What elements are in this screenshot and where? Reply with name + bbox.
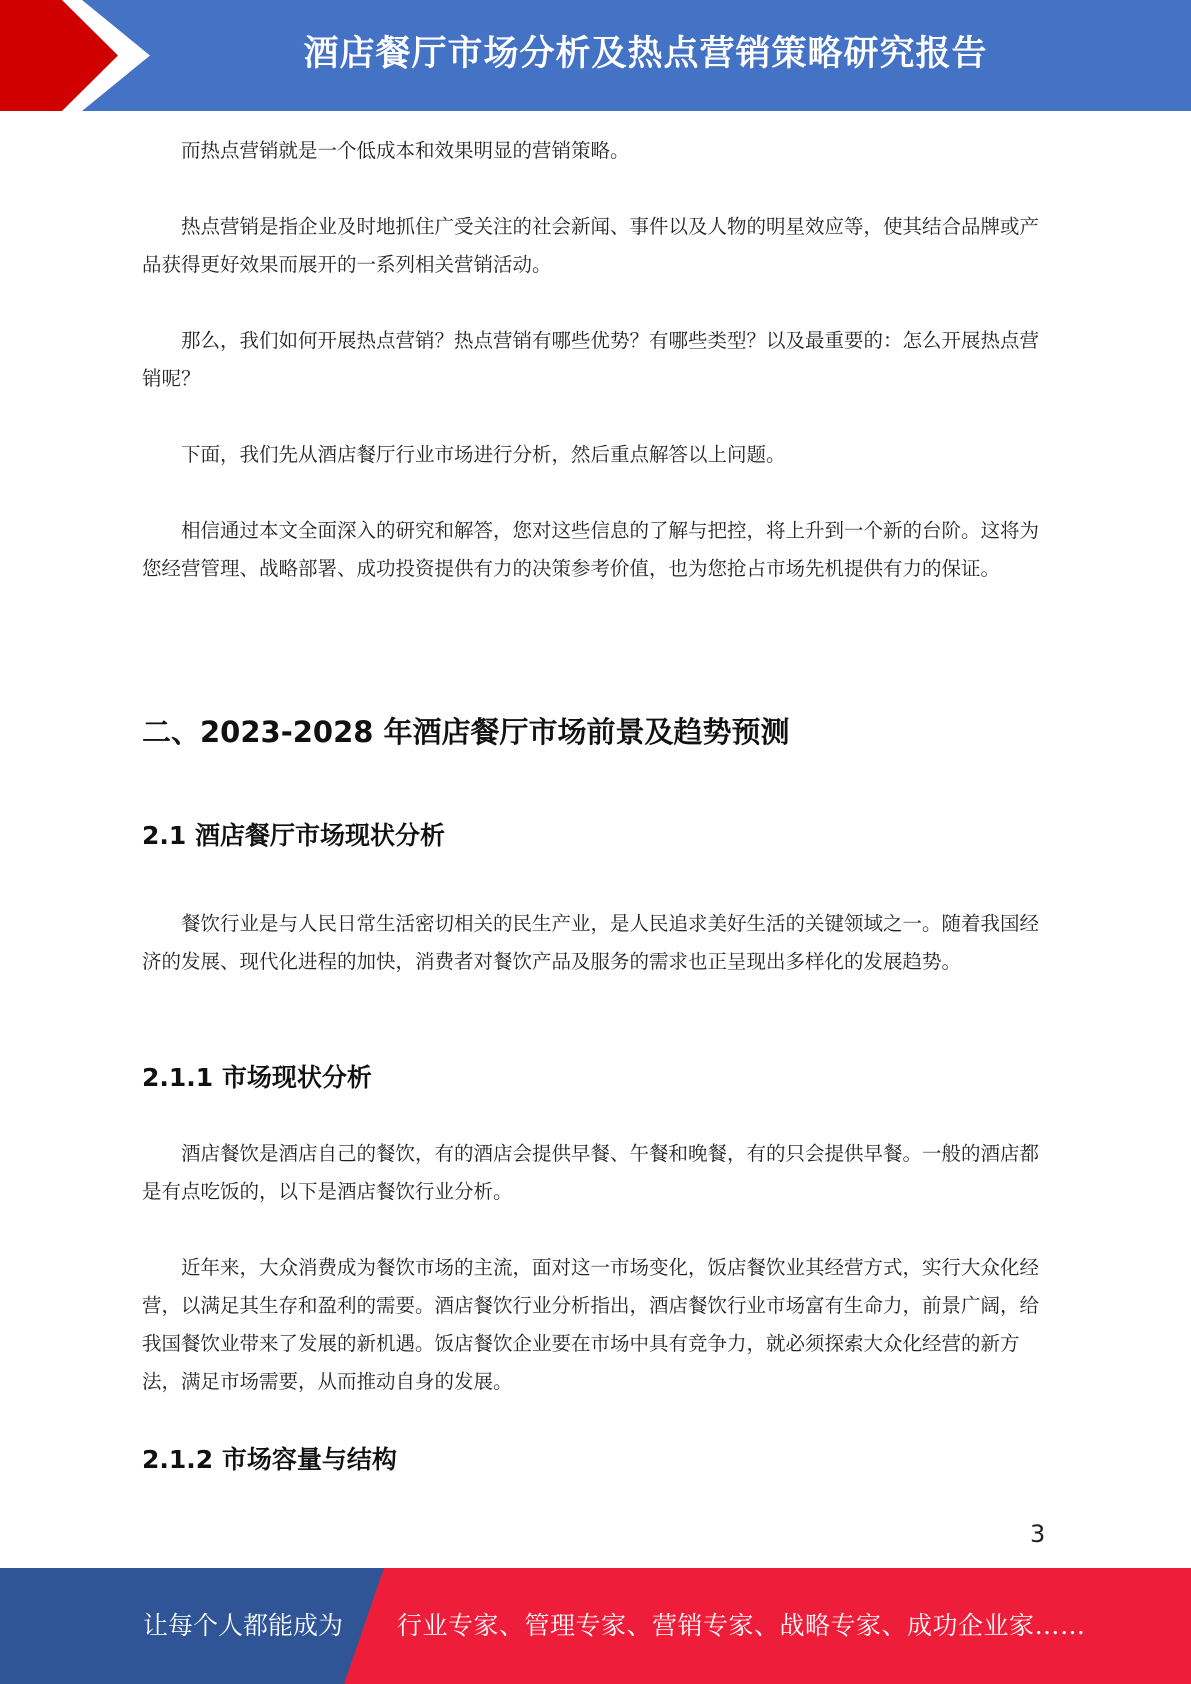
- page-header: [0, 0, 1191, 111]
- subsection-heading: 2.1.2 市场容量与结构: [142, 1445, 397, 1474]
- paragraph-text: 相信通过本文全面深入的研究和解答，您对这些信息的了解与把控，将上升到一个新的台阶。这将为您经营管理、战略部署、成功投资提供有力的决策参考价值，也为您抢占市场先机提供有力的保证。: [142, 519, 1040, 580]
- intro-paragraph-4: [142, 436, 1048, 474]
- paragraph-text: 餐饮行业是与人民日常生活密切相关的民生产业，是人民追求美好生活的关键领域之一。随着我国经济的发展、现代化进程的加快，消费者对餐饮产品及服务的需求也正呈现出多样化的发展趋势。: [142, 912, 1040, 973]
- intro-paragraph-3: [142, 322, 1048, 398]
- footer-slogan-right: 行业专家、管理专家、营销专家、战略专家、成功企业家……: [397, 1611, 1086, 1640]
- paragraph-text: 下面，我们先从酒店餐厅行业市场进行分析，然后重点解答以上问题。: [181, 443, 786, 466]
- subsection-2-1-paragraph: [142, 905, 1048, 981]
- report-title: 酒店餐厅市场分析及热点营销策略研究报告: [303, 34, 988, 74]
- subsection-heading: 2.1.1 市场现状分析: [142, 1063, 372, 1092]
- intro-paragraph-5: [142, 512, 1048, 588]
- paragraph-text: 热点营销是指企业及时地抓住广受关注的社会新闻、事件以及人物的明星效应等，使其结合品牌或产品获得更好效果而展开的一系列相关营销活动。: [142, 215, 1040, 276]
- paragraph-text: 近年来，大众消费成为餐饮市场的主流，面对这一市场变化，饭店餐饮业其经营方式，实行大众化经营，以满足其生存和盈利的需要。酒店餐饮行业分析指出，酒店餐饮行业市场富有生命力，前景广阔，给我国餐饮业带来了发展的新机遇。饭店餐饮企业要在市场中具有竞争力，就必须探索大众化经营的新方法，满足市场需要，从而推动自身的发展。: [142, 1256, 1040, 1393]
- subsection-2-1-1-paragraph-1: [142, 1135, 1048, 1211]
- subsection-heading: 2.1 酒店餐厅市场现状分析: [142, 821, 445, 850]
- page-number: 3: [1030, 1520, 1046, 1548]
- page-footer: [0, 1568, 1191, 1684]
- section-heading: 二、2023-2028 年酒店餐厅市场前景及趋势预测: [142, 715, 790, 749]
- paragraph-text: 酒店餐饮是酒店自己的餐饮，有的酒店会提供早餐、午餐和晚餐，有的只会提供早餐。一般的酒店都是有点吃饭的，以下是酒店餐饮行业分析。: [142, 1142, 1040, 1203]
- intro-paragraph-2: [142, 208, 1048, 284]
- intro-paragraph-1: [142, 132, 1048, 170]
- paragraph-text: 那么，我们如何开展热点营销？热点营销有哪些优势？有哪些类型？以及最重要的：怎么开展热点营销呢？: [142, 329, 1040, 390]
- subsection-2-1-1-paragraph-2: [142, 1249, 1048, 1401]
- footer-slogan-left: 让每个人都能成为: [143, 1611, 344, 1640]
- paragraph-text: 而热点营销就是一个低成本和效果明显的营销策略。: [181, 139, 630, 162]
